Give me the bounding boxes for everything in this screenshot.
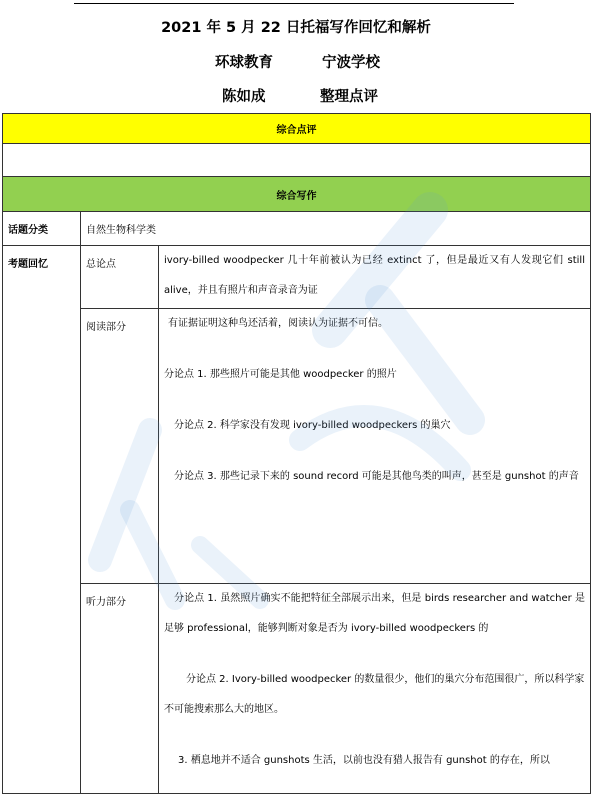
writing-table (2, 113, 591, 794)
main-point-text: ivory-billed woodpecker 几十年前被认为已经 extinct 了，但是最近又有人发现它们 still alive，并且有照片和声音录音为证 (159, 246, 591, 309)
header-rule (74, 3, 514, 4)
section-overall-comment: 综合点评 (3, 114, 591, 144)
topic-value: 自然生物科学类 (81, 212, 591, 246)
reading-content (159, 309, 591, 584)
recall-label: 考题回忆 (3, 246, 81, 794)
school-name: 宁波学校 (322, 55, 380, 71)
reading-para: 分论点 3. 那些记录下来的 sound record 可能是其他鸟类的叫声，甚至是 gunshot 的声音 (174, 471, 579, 482)
page-title: 2021 年 5 月 22 日托福写作回忆和解析 (161, 20, 431, 36)
listening-content (159, 584, 591, 794)
overall-comment-content (3, 144, 591, 177)
listening-para: 分论点 1. 虽然照片确实不能把特征全部展示出来，但是 birds researcher and watcher 是足够 professional，能够判断对象是否为 ivory-billed woodpeckers 的 (164, 593, 585, 634)
listening-para: 分论点 2. Ivory-billed woodpecker 的数量很少，他们的巢穴分布范围很广，所以科学家不可能搜索那么大的地区。 (164, 674, 585, 715)
listening-label: 听力部分 (81, 584, 159, 794)
author-name: 陈如成 (222, 89, 266, 105)
reading-para: 分论点 1. 那些照片可能是其他 woodpecker 的照片 (164, 369, 397, 380)
section-integrated-writing: 综合写作 (3, 177, 591, 212)
reading-label: 阅读部分 (81, 309, 159, 584)
main-point-label: 总论点 (81, 246, 159, 309)
org-name: 环球教育 (215, 55, 273, 71)
reading-para: 分论点 2. 科学家没有发现 ivory-billed woodpeckers 的巢穴 (174, 420, 451, 431)
author-role: 整理点评 (320, 89, 378, 105)
listening-para: 3. 栖息地并不适合 gunshots 生活，以前也没有猎人报告有 gunshot 的存在，所以 (178, 755, 550, 766)
topic-label: 话题分类 (3, 212, 81, 246)
reading-para: 有证据证明这种鸟还活着，阅读认为证据不可信。 (168, 318, 388, 329)
